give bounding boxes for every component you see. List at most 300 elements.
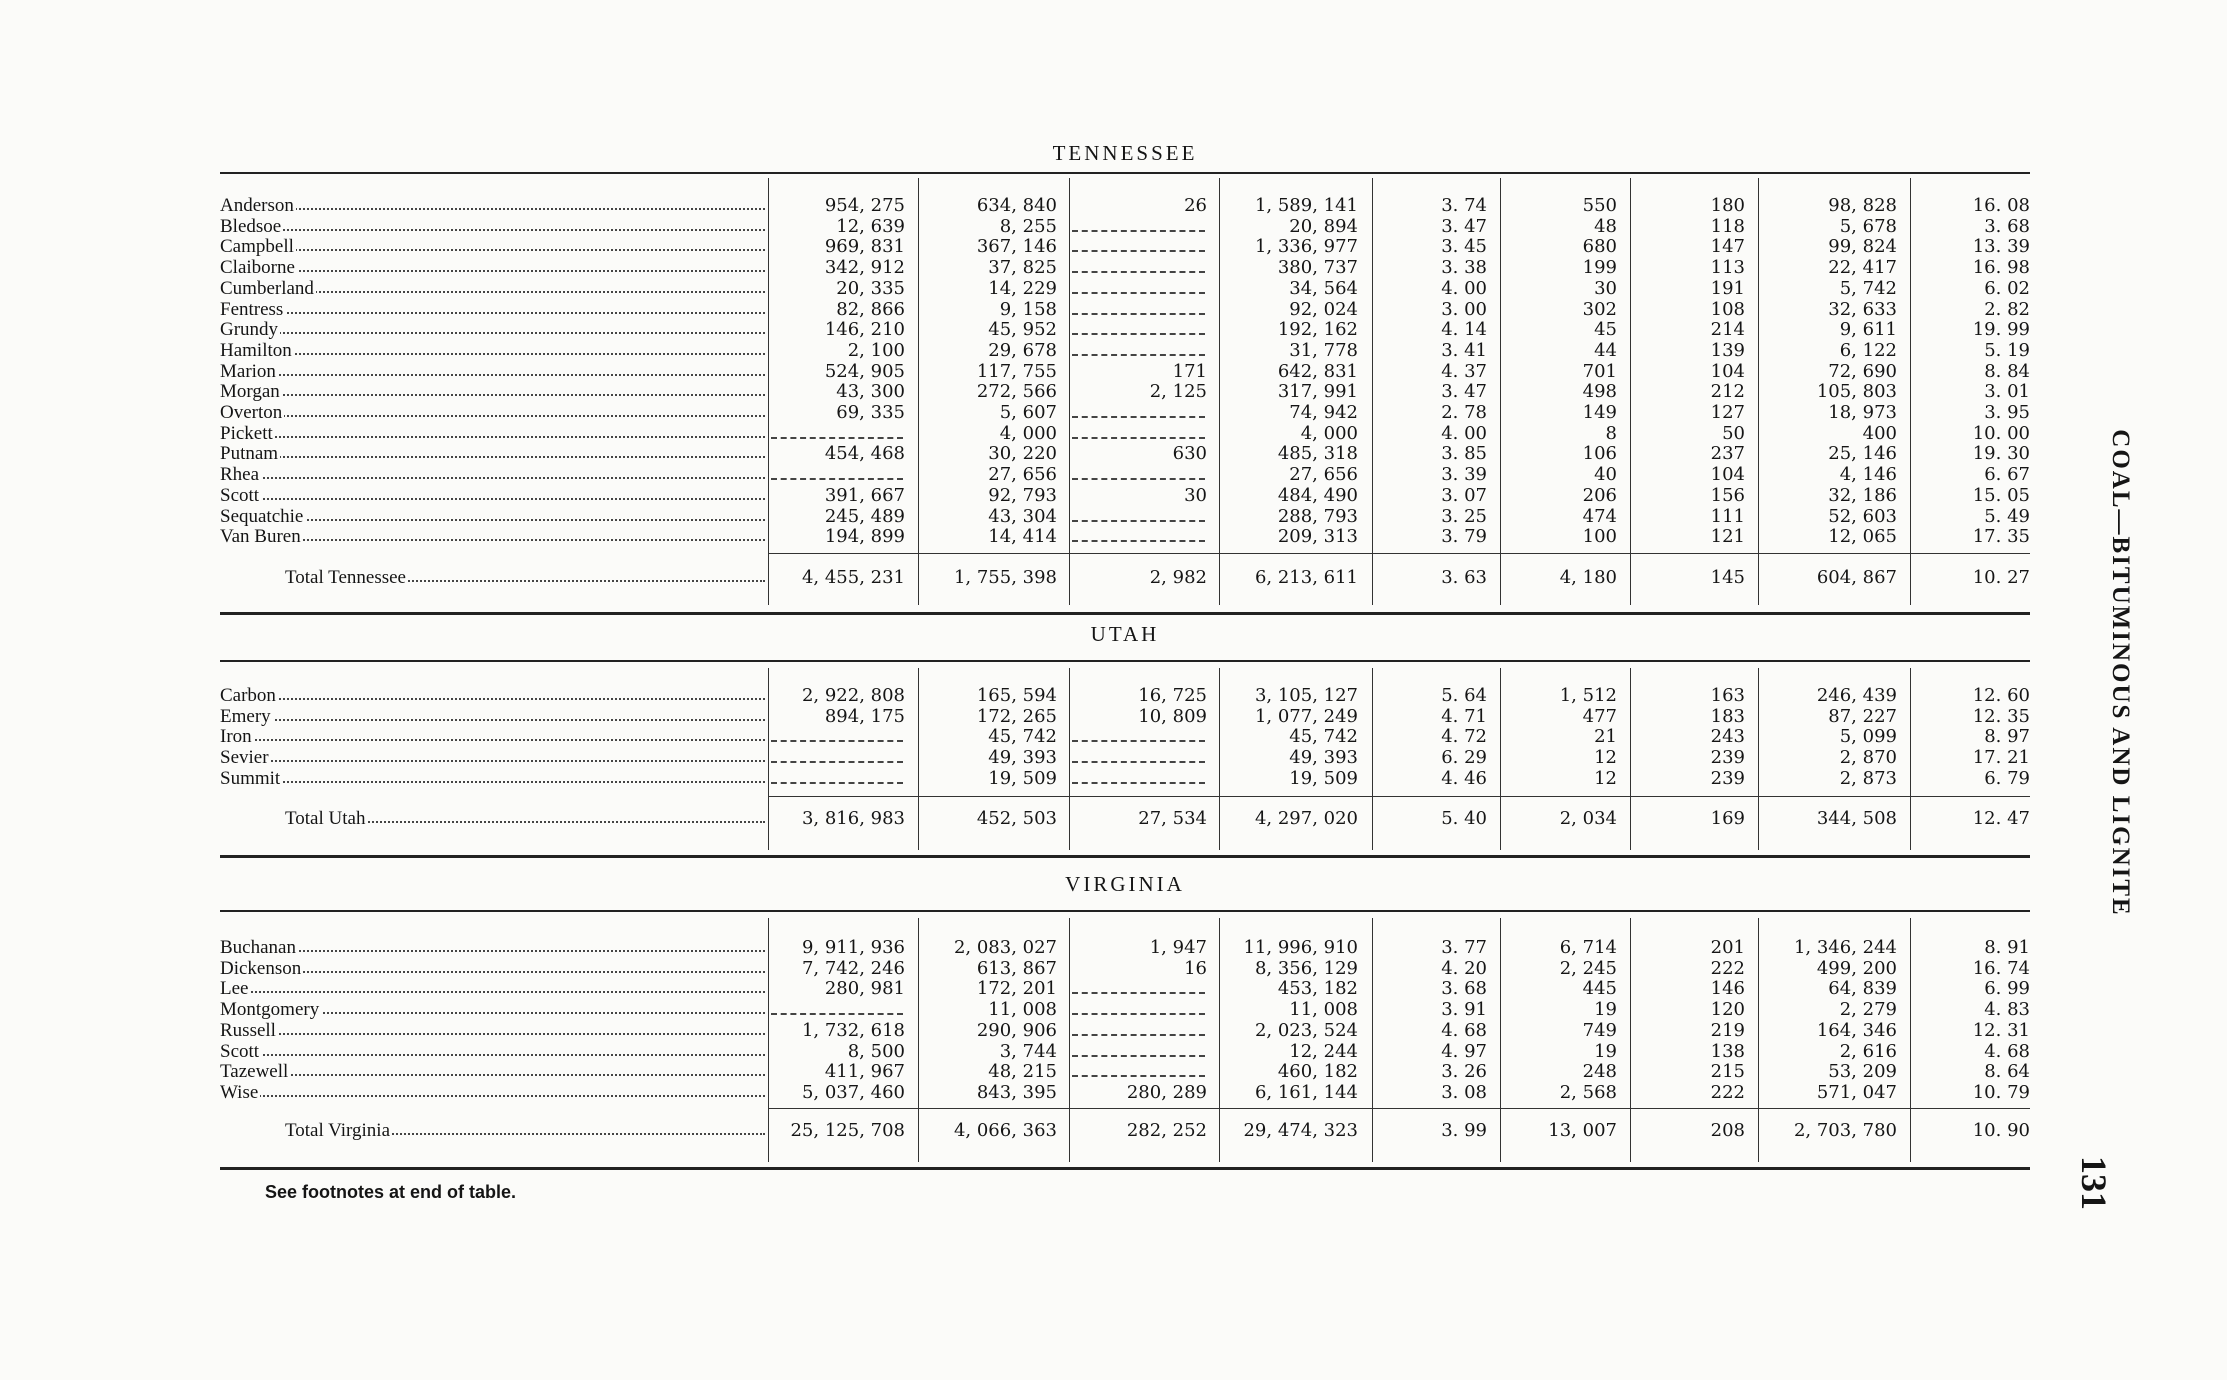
value-cell: 27, 656 [1289,464,1358,486]
value-cell: 99, 824 [1828,236,1897,258]
value-cell: 120 [1710,999,1745,1021]
value-cell: 14, 229 [988,277,1057,299]
value-cell: 5, 742 [1839,277,1897,299]
value-cell: 19. 30 [1972,443,2030,465]
dot-leader [220,739,765,741]
value-cell: 156 [1710,484,1745,506]
county-name: Fentress [220,298,284,320]
column-rule [918,918,919,1162]
county-name: Montgomery [220,999,320,1021]
section-bottom-rule [220,855,2030,858]
value-cell: 2, 023, 524 [1254,1019,1358,1041]
section-heading: TENNESSEE [1052,141,1198,165]
value-cell: 1, 755, 398 [953,567,1057,588]
value-cell: 2. 78 [1441,402,1487,423]
value-cell: 48, 215 [988,1061,1057,1083]
value-cell: 4. 83 [1984,999,2030,1021]
county-name-cell [220,958,765,979]
value-cell: 12 [1594,767,1617,789]
value-cell: 206 [1582,484,1617,506]
dot-leader [220,1074,765,1076]
dot-leader [220,760,765,762]
value-cell: 9, 611 [1839,319,1897,341]
value-cell: 400 [1862,422,1897,444]
total-separator [768,796,2030,797]
value-cell: 843, 395 [976,1081,1057,1103]
column-rule [1219,178,1220,605]
value-cell: 192, 162 [1277,319,1358,341]
county-name: Buchanan [220,937,296,958]
value-cell: 111 [1710,505,1745,527]
value-cell: 571, 047 [1816,1081,1897,1103]
value-cell: 222 [1710,1081,1745,1103]
value-cell: 201 [1710,937,1745,958]
value-cell: 3. 45 [1441,236,1487,258]
column-rule [1500,178,1501,605]
value-cell: 26 [1184,195,1207,216]
section-bottom-rule [220,612,2030,615]
value-cell: 172, 265 [976,705,1057,727]
value-cell: 302 [1582,298,1617,320]
blank-dash [1072,437,1205,439]
blank-dash [771,761,903,763]
value-cell: 11, 996, 910 [1243,937,1358,958]
value-cell: 1, 947 [1149,937,1207,958]
value-cell: 27, 534 [1138,808,1207,829]
value-cell: 32, 186 [1828,484,1897,506]
column-rule [1069,668,1070,850]
value-cell: 3. 41 [1441,339,1487,361]
value-cell: 10. 00 [1972,422,2030,444]
value-cell: 2, 870 [1839,747,1897,769]
column-rule [1630,918,1631,1162]
value-cell: 12. 31 [1972,1019,2030,1041]
value-cell: 20, 335 [836,277,905,299]
value-cell: 22, 417 [1828,257,1897,279]
dot-leader [220,353,765,355]
section-top-rule [220,910,2030,912]
county-name-cell [285,1120,765,1141]
county-name-cell [220,278,765,299]
value-cell: 2, 873 [1839,767,1897,789]
column-rule [1758,918,1759,1162]
county-name: Pickett [220,422,273,444]
county-name: Tazewell [220,1061,289,1083]
value-cell: 243 [1710,726,1745,748]
value-cell: 72, 690 [1828,360,1897,382]
value-cell: 1, 732, 618 [801,1019,905,1041]
value-cell: 8 [1605,422,1617,444]
value-cell: 92, 024 [1289,298,1358,320]
blank-dash [1072,333,1205,335]
dot-leader [220,1054,765,1056]
value-cell: 2, 922, 808 [801,685,905,706]
value-cell: 3, 816, 983 [801,808,905,829]
value-cell: 2, 083, 027 [953,937,1057,958]
blank-dash [1072,782,1205,784]
county-name: Anderson [220,195,294,216]
county-name: Scott [220,484,260,506]
value-cell: 4, 455, 231 [801,567,905,588]
blank-dash [1072,416,1205,418]
value-cell: 239 [1710,767,1745,789]
value-cell: 245, 489 [824,505,905,527]
county-name-cell [220,299,765,320]
blank-dash [1072,1034,1205,1036]
county-name: Cumberland [220,277,314,299]
value-cell: 3, 744 [999,1040,1057,1062]
value-cell: 146 [1710,978,1745,1000]
value-cell: 11, 008 [988,999,1057,1021]
value-cell: 680 [1582,236,1617,258]
value-cell: 4, 066, 363 [953,1120,1057,1141]
column-rule [1500,918,1501,1162]
value-cell: 29, 678 [988,339,1057,361]
value-cell: 8. 64 [1984,1061,2030,1083]
value-cell: 634, 840 [976,195,1057,216]
total-separator [768,1108,2030,1109]
dot-leader [220,950,765,952]
value-cell: 12. 60 [1972,685,2030,706]
value-cell: 146, 210 [824,319,905,341]
column-rule [1758,668,1759,850]
value-cell: 6. 79 [1984,767,2030,789]
value-cell: 4. 68 [1441,1019,1487,1041]
value-cell: 12, 639 [836,215,905,237]
value-cell: 21 [1594,726,1617,748]
county-name: Russell [220,1019,276,1041]
value-cell: 6, 122 [1839,339,1897,361]
column-rule [1910,668,1911,850]
value-cell: 642, 831 [1277,360,1358,382]
value-cell: 6, 213, 611 [1254,567,1358,588]
value-cell: 4. 37 [1441,360,1487,382]
blank-dash [771,478,903,480]
value-cell: 127 [1710,402,1745,423]
value-cell: 48 [1594,215,1617,237]
value-cell: 5. 19 [1984,339,2030,361]
column-rule [1372,918,1373,1162]
value-cell: 18, 973 [1828,402,1897,423]
county-name-cell [220,195,765,216]
value-cell: 5, 607 [999,402,1057,423]
value-cell: 4. 71 [1441,705,1487,727]
value-cell: 524, 905 [824,360,905,382]
county-name: Grundy [220,319,279,341]
value-cell: 45, 952 [988,319,1057,341]
county-name: Van Buren [220,526,301,548]
county-name: Campbell [220,236,294,258]
county-name-cell [220,1020,765,1041]
value-cell: 25, 146 [1828,443,1897,465]
county-name-cell [220,1082,765,1103]
value-cell: 3. 95 [1984,402,2030,423]
value-cell: 5. 40 [1441,808,1487,829]
value-cell: 7, 742, 246 [801,957,905,979]
value-cell: 3. 99 [1441,1120,1487,1141]
value-cell: 145 [1710,567,1745,588]
county-name-cell [220,726,765,747]
county-name-cell [220,464,765,485]
blank-dash [1072,992,1205,994]
column-rule [1372,178,1373,605]
section-heading: VIRGINIA [1065,872,1185,896]
value-cell: 894, 175 [824,705,905,727]
county-name-cell [220,402,765,423]
value-cell: 215 [1710,1061,1745,1083]
value-cell: 50 [1722,422,1745,444]
value-cell: 32, 633 [1828,298,1897,320]
value-cell: 2, 982 [1149,567,1207,588]
county-name-cell [220,978,765,999]
dot-leader [220,208,765,210]
county-name-cell [220,216,765,237]
dot-leader [220,415,765,417]
value-cell: 27, 656 [988,464,1057,486]
value-cell: 2, 279 [1839,999,1897,1021]
blank-dash [1072,354,1205,356]
value-cell: 16, 725 [1138,685,1207,706]
value-cell: 214 [1710,319,1745,341]
value-cell: 380, 737 [1277,257,1358,279]
value-cell: 16. 98 [1972,257,2030,279]
blank-dash [1072,250,1205,252]
county-name: Marion [220,360,276,382]
value-cell: 4. 46 [1441,767,1487,789]
value-cell: 3. 07 [1441,484,1487,506]
county-name-cell [220,999,765,1020]
value-cell: 3. 63 [1441,567,1487,588]
value-cell: 6. 02 [1984,277,2030,299]
value-cell: 288, 793 [1277,505,1358,527]
value-cell: 2, 568 [1559,1081,1617,1103]
dot-leader [220,229,765,231]
dot-leader [220,719,765,721]
county-name-cell [220,319,765,340]
blank-dash [1072,740,1205,742]
column-rule [1069,178,1070,605]
county-name-cell [220,506,765,527]
value-cell: 4, 146 [1839,464,1897,486]
value-cell: 10. 79 [1972,1081,2030,1103]
county-name-cell [220,423,765,444]
value-cell: 139 [1710,339,1745,361]
value-cell: 1, 336, 977 [1254,236,1358,258]
value-cell: 1, 512 [1559,685,1617,706]
value-cell: 3. 79 [1441,526,1487,548]
value-cell: 10, 809 [1138,705,1207,727]
value-cell: 180 [1710,195,1745,216]
value-cell: 13, 007 [1548,1120,1617,1141]
dot-leader [220,436,765,438]
column-rule [1500,668,1501,850]
value-cell: 2, 616 [1839,1040,1897,1062]
value-cell: 208 [1710,1120,1745,1141]
value-cell: 701 [1582,360,1617,382]
county-name-cell [220,1041,765,1062]
value-cell: 49, 393 [988,747,1057,769]
value-cell: 1, 346, 244 [1793,937,1897,958]
blank-dash [1072,230,1205,232]
section-top-rule [220,660,2030,662]
blank-dash [771,437,903,439]
value-cell: 3. 01 [1984,381,2030,403]
value-cell: 4. 14 [1441,319,1487,341]
value-cell: 4. 68 [1984,1040,2030,1062]
value-cell: 4, 180 [1559,567,1617,588]
value-cell: 460, 182 [1277,1061,1358,1083]
value-cell: 49, 393 [1289,747,1358,769]
dot-leader [220,991,765,993]
value-cell: 19 [1594,999,1617,1021]
value-cell: 29, 474, 323 [1243,1120,1358,1141]
county-name-cell [220,381,765,402]
county-name-cell [220,768,765,789]
value-cell: 17. 21 [1972,747,2030,769]
value-cell: 14, 414 [988,526,1057,548]
county-name-cell [220,236,765,257]
value-cell: 163 [1710,685,1745,706]
page-bottom-rule [220,1167,2030,1169]
value-cell: 5, 037, 460 [801,1081,905,1103]
county-name-cell [220,361,765,382]
value-cell: 30 [1594,277,1617,299]
value-cell: 108 [1710,298,1745,320]
value-cell: 474 [1582,505,1617,527]
dot-leader [220,249,765,251]
blank-dash [771,1013,903,1015]
value-cell: 19. 99 [1972,319,2030,341]
county-name: Dickenson [220,957,302,979]
section-top-rule [220,172,2030,174]
value-cell: 4, 297, 020 [1254,808,1358,829]
county-name: Total Utah [285,808,366,829]
value-cell: 16 [1184,957,1207,979]
value-cell: 45, 742 [988,726,1057,748]
column-rule [768,918,769,1162]
dot-leader [220,1033,765,1035]
county-name-cell [220,706,765,727]
dot-leader [220,698,765,700]
value-cell: 17. 35 [1972,526,2030,548]
value-cell: 498 [1582,381,1617,403]
value-cell: 4, 000 [1300,422,1358,444]
value-cell: 219 [1710,1019,1745,1041]
value-cell: 199 [1582,257,1617,279]
value-cell: 5. 64 [1441,685,1487,706]
value-cell: 3, 105, 127 [1254,685,1358,706]
county-name: Overton [220,402,283,423]
county-name: Putnam [220,443,279,465]
value-cell: 169 [1710,808,1745,829]
page-number: 131 [2074,1156,2114,1210]
value-cell: 118 [1710,215,1745,237]
value-cell: 445 [1582,978,1617,1000]
value-cell: 45 [1594,319,1617,341]
county-name: Total Virginia [285,1120,391,1141]
value-cell: 43, 304 [988,505,1057,527]
value-cell: 237 [1710,443,1745,465]
column-rule [1910,918,1911,1162]
column-rule [768,668,769,850]
value-cell: 6. 67 [1984,464,2030,486]
county-name-cell [285,808,765,829]
value-cell: 19, 509 [1289,767,1358,789]
dot-leader [220,456,765,458]
value-cell: 31, 778 [1289,339,1358,361]
blank-dash [1072,292,1205,294]
dot-leader [220,374,765,376]
blank-dash [1072,540,1205,542]
county-name-cell [220,937,765,958]
blank-dash [1072,761,1205,763]
value-cell: 317, 991 [1277,381,1358,403]
column-rule [1910,178,1911,605]
value-cell: 15. 05 [1972,484,2030,506]
value-cell: 8, 500 [847,1040,905,1062]
value-cell: 5, 099 [1839,726,1897,748]
value-cell: 6. 29 [1441,747,1487,769]
value-cell: 248 [1582,1061,1617,1083]
value-cell: 4, 000 [999,422,1057,444]
county-name: Summit [220,767,281,789]
value-cell: 2, 034 [1559,808,1617,829]
value-cell: 2. 82 [1984,298,2030,320]
value-cell: 105, 803 [1816,381,1897,403]
value-cell: 8. 91 [1984,937,2030,958]
dot-leader [220,312,765,314]
running-head: COAL—BITUMINOUS AND LIGNITE [2107,429,2134,917]
value-cell: 64, 839 [1828,978,1897,1000]
value-cell: 9, 158 [999,298,1057,320]
value-cell: 69, 335 [836,402,905,423]
county-name: Iron [220,726,252,748]
county-name: Lee [220,978,249,1000]
blank-dash [1072,478,1205,480]
value-cell: 499, 200 [1816,957,1897,979]
blank-dash [1072,520,1205,522]
value-cell: 147 [1710,236,1745,258]
value-cell: 92, 793 [988,484,1057,506]
value-cell: 2, 245 [1559,957,1617,979]
value-cell: 280, 981 [824,978,905,1000]
column-rule [1630,668,1631,850]
county-name-cell [220,340,765,361]
value-cell: 4. 00 [1441,277,1487,299]
column-rule [1372,668,1373,850]
value-cell: 30 [1184,484,1207,506]
value-cell: 4. 00 [1441,422,1487,444]
value-cell: 4. 97 [1441,1040,1487,1062]
value-cell: 246, 439 [1816,685,1897,706]
value-cell: 138 [1710,1040,1745,1062]
dot-leader [220,1095,765,1097]
county-name: Scott [220,1040,260,1062]
value-cell: 272, 566 [976,381,1057,403]
dot-leader [220,477,765,479]
value-cell: 4. 20 [1441,957,1487,979]
county-name: Carbon [220,685,276,706]
county-name-cell [220,526,765,547]
dot-leader [220,270,765,272]
value-cell: 604, 867 [1816,567,1897,588]
county-name-cell [220,685,765,706]
county-name: Claiborne [220,257,295,279]
county-name: Bledsoe [220,215,282,237]
value-cell: 16. 74 [1972,957,2030,979]
value-cell: 239 [1710,747,1745,769]
value-cell: 13. 39 [1972,236,2030,258]
